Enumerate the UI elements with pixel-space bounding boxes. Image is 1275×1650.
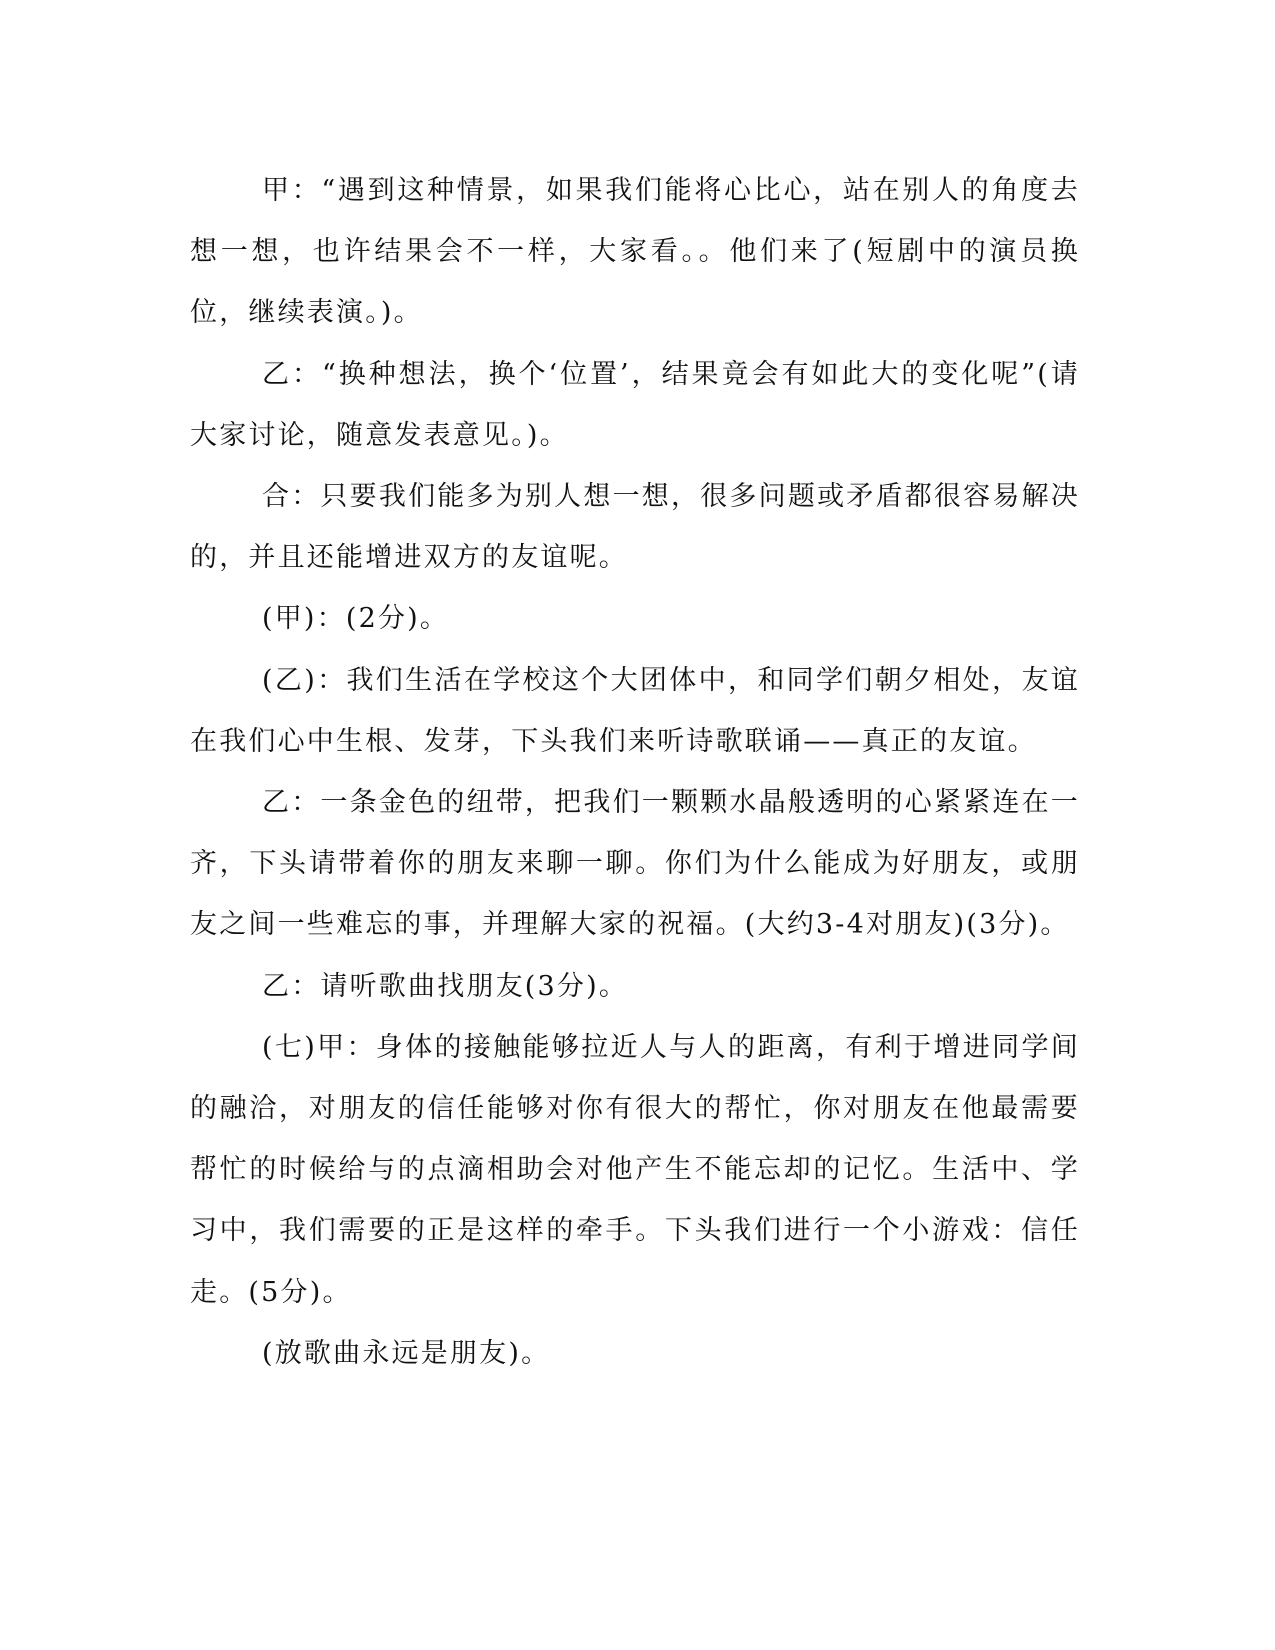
paragraph-2: 乙：“换种想法，换个‘位置’，结果竟会有如此大的变化呢”(请大家讨论，随意发表意见。)。 — [190, 358, 1080, 451]
paragraph-6: 乙：一条金色的纽带，把我们一颗颗水晶般透明的心紧紧连在一齐，下头请带着你的朋友来聊一聊。你们为什么能成为好朋友，或朋友之间一些难忘的事，并理解大家的祝福。(大约3-4对朋友)(3分)。 — [190, 787, 1080, 941]
paragraph-3: 合：只要我们能多为别人想一想，很多问题或矛盾都很容易解决的，并且还能增进双方的友谊呢。 — [190, 481, 1080, 574]
paragraph-7: 乙：请听歌曲找朋友(3分)。 — [262, 970, 629, 1002]
paragraph-4: (甲)：(2分)。 — [262, 603, 450, 635]
paragraph-1: 甲：“遇到这种情景，如果我们能将心比心，站在别人的角度去想一想，也许结果会不一样，大家看。。他们来了(短剧中的演员换位，继续表演。)。 — [190, 175, 1080, 329]
paragraph-9: (放歌曲永远是朋友)。 — [262, 1337, 551, 1369]
paragraph-8: (七)甲：身体的接触能够拉近人与人的距离，有利于增进同学间的融洽，对朋友的信任能够对你有很大的帮忙，你对朋友在他最需要帮忙的时候给与的点滴相助会对他产生不能忘却的记忆。生活中、学习中，我们需要的正是这样的牵手。下头我们进行一个小游戏：信任走。(5分)。 — [190, 1031, 1080, 1308]
paragraph-5: (乙)：我们生活在学校这个大团体中，和同学们朝夕相处，友谊在我们心中生根、发芽，下头我们来听诗歌联诵——真正的友谊。 — [190, 664, 1080, 757]
document-body — [190, 160, 1080, 1384]
